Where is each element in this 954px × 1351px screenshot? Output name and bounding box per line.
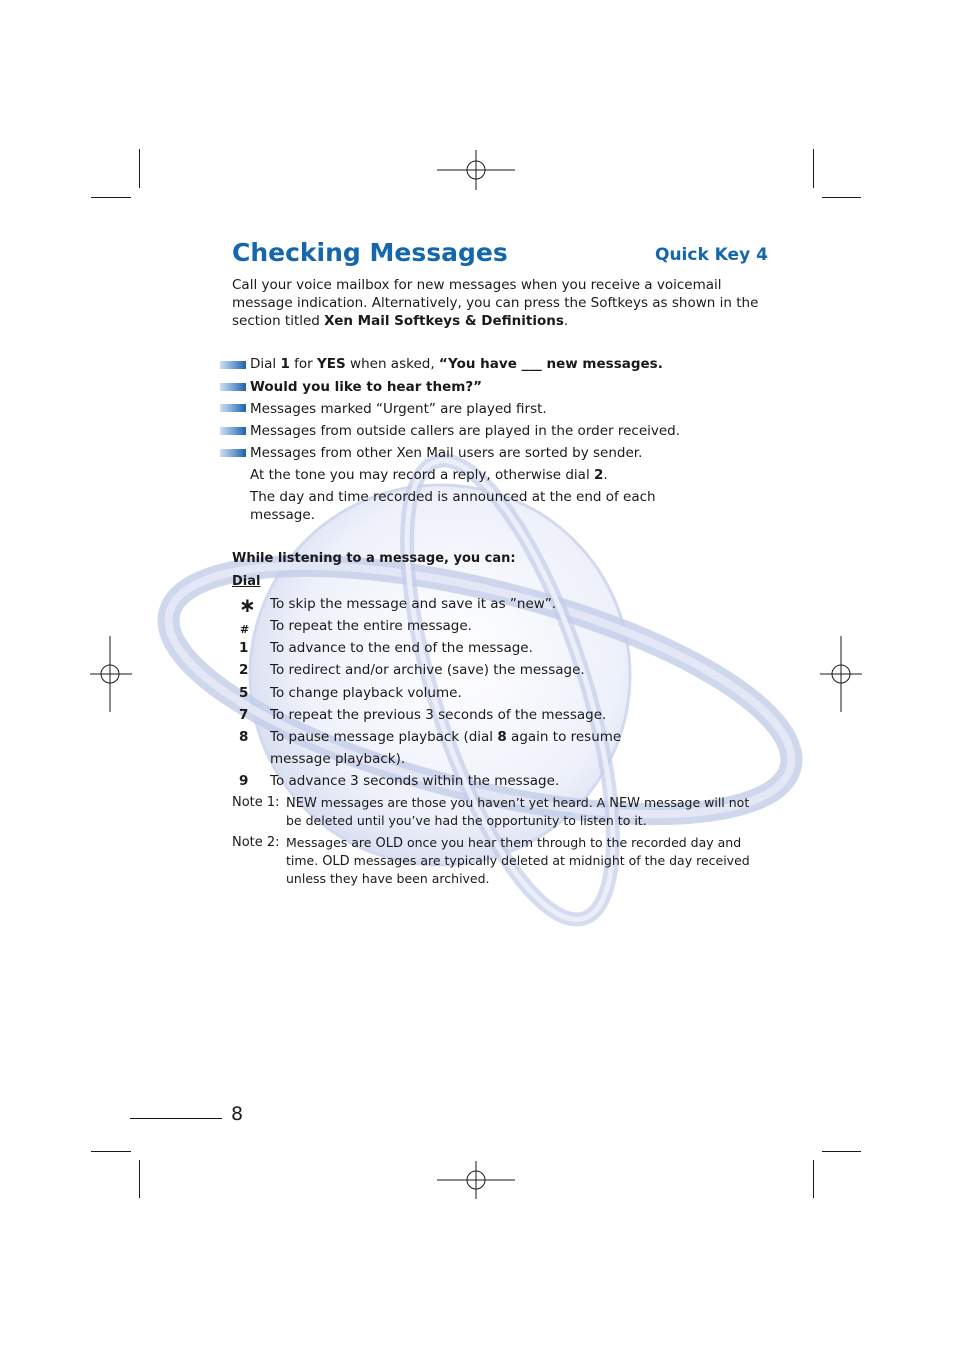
bullet-bar-icon <box>220 361 246 369</box>
note-text: Messages are <box>286 835 376 850</box>
note-body <box>286 794 749 813</box>
option-text: To change playback volume. <box>270 685 462 701</box>
intro-section-title: Xen Mail Softkeys & Definitions <box>324 313 564 329</box>
note-label: Note 1: <box>232 795 280 810</box>
bullet-bar-icon <box>220 449 246 457</box>
step-prompt: “You have ___ new messages. <box>438 356 663 372</box>
option-key: 2 <box>239 662 249 678</box>
option-inline-key: 8 <box>497 729 507 745</box>
listening-heading: While listening to a message, you can: <box>232 551 516 566</box>
crop-mark <box>822 1151 861 1152</box>
intro-paragraph <box>232 276 762 330</box>
registration-mark-icon <box>820 636 862 714</box>
option-text: To advance to the end of the message. <box>270 640 533 656</box>
note-keyword: NEW <box>609 796 641 811</box>
step-outside-callers: Messages from outside callers are played in the order received. <box>250 423 681 439</box>
option-text-continued: message playback). <box>270 751 406 767</box>
option-key: 9 <box>239 773 249 789</box>
note-text: messages are typically deleted at midnight of the day received <box>349 853 750 868</box>
step-key: 1 <box>280 356 290 372</box>
option-key: 1 <box>239 640 249 656</box>
option-text <box>270 728 621 746</box>
option-key: 7 <box>239 707 249 723</box>
option-key: 8 <box>239 729 249 745</box>
announce-line: The day and time recorded is announced at the end of each <box>250 489 656 505</box>
option-text: To skip the message and save it as ”new”. <box>270 596 557 612</box>
registration-mark-icon <box>90 636 132 714</box>
page-title: Checking Messages <box>232 238 508 267</box>
footer-rule <box>130 1118 222 1119</box>
note-label: Note 2: <box>232 835 280 850</box>
note-text: message will not <box>640 795 750 810</box>
note-body <box>286 834 741 853</box>
bullet-bar-icon <box>220 404 246 412</box>
step-key: YES <box>317 356 346 372</box>
step-urgent: Messages marked “Urgent” are played first. <box>250 401 547 417</box>
option-text: To repeat the entire message. <box>270 618 472 634</box>
quick-key-label: Quick Key 4 <box>655 245 768 265</box>
option-key: ∗ <box>239 593 256 617</box>
note-keyword: OLD <box>322 854 350 869</box>
step-text: when asked, <box>345 356 439 372</box>
note-body-line <box>286 852 750 871</box>
option-text: To repeat the previous 3 seconds of the message. <box>270 707 607 723</box>
option-text: To redirect and/or archive (save) the message. <box>270 662 585 678</box>
bullet-bar-icon <box>220 427 246 435</box>
note-text: time. <box>286 853 323 868</box>
registration-mark-icon <box>437 150 517 190</box>
crop-mark <box>91 197 131 198</box>
announce-line: message. <box>250 507 315 523</box>
registration-mark-icon <box>437 1161 517 1201</box>
tone-end: . <box>603 467 608 483</box>
step-text: Dial <box>250 356 281 372</box>
step-dial <box>250 355 663 373</box>
tone-instruction <box>250 466 608 484</box>
crop-mark <box>139 149 140 188</box>
option-text-part: To pause message playback (dial <box>270 729 498 745</box>
note-keyword: OLD <box>375 836 403 851</box>
step-text: for <box>289 356 318 372</box>
step-prompt-question: Would you like to hear them?” <box>250 379 483 395</box>
option-text-part: again to resume <box>506 729 622 745</box>
crop-mark <box>822 197 861 198</box>
note-body-line: be deleted until you’ve had the opportunity to listen to it. <box>286 813 647 828</box>
note-text: messages are those you haven’t yet heard. A <box>316 795 610 810</box>
crop-mark <box>139 1160 140 1198</box>
page-number: 8 <box>231 1103 244 1125</box>
option-key: 5 <box>239 685 249 701</box>
intro-text: Call your voice mailbox for new messages when you receive a voicemail message indication. Alternatively, you can press the Softkeys as shown in the section titled <box>232 277 759 329</box>
note-body-line: unless they have been archived. <box>286 871 490 886</box>
dial-label: Dial <box>232 574 261 589</box>
crop-mark <box>91 1151 131 1152</box>
tone-text: At the tone you may record a reply, otherwise dial <box>250 467 594 483</box>
note-text: once you hear them through to the recorded day and <box>402 835 742 850</box>
option-key: # <box>240 623 250 636</box>
bullet-bar-icon <box>220 383 246 391</box>
note-keyword: NEW <box>286 796 317 811</box>
crop-mark <box>813 1160 814 1198</box>
step-xen-users: Messages from other Xen Mail users are sorted by sender. <box>250 445 643 461</box>
intro-end: . <box>563 313 569 329</box>
option-text: To advance 3 seconds within the message. <box>270 773 560 789</box>
tone-key: 2 <box>594 467 604 483</box>
crop-mark <box>813 149 814 188</box>
